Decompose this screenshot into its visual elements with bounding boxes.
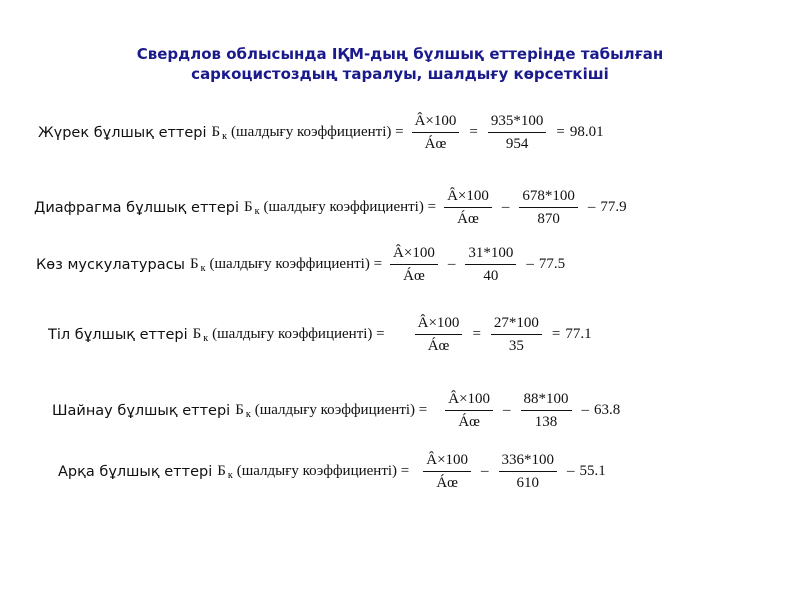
coefficient-text: (шалдығу коэффициенті) =: [254, 402, 428, 418]
fraction-values: [521, 390, 572, 431]
operator: =: [472, 326, 481, 342]
result-value: 98.01: [569, 124, 604, 140]
fraction-numerator: 935*100: [488, 112, 547, 133]
fraction-denominator: Áœ: [427, 338, 450, 354]
coefficient-text: (шалдығу коэффициенті) =: [212, 326, 385, 342]
b-subscript: к: [200, 263, 206, 274]
result-value: 55.1: [579, 463, 606, 479]
title-line-1: Свердлов облысында ІҚМ-дың бұлшық еттерінде табылған: [136, 45, 664, 63]
formula-row-tongue: [48, 314, 592, 355]
row-label: Диафрагма бұлшық еттері: [34, 199, 240, 216]
fraction-denominator: 610: [516, 475, 540, 491]
b-subscript: к: [222, 131, 228, 142]
fraction-values: [488, 112, 547, 153]
fraction-denominator: 35: [508, 338, 524, 354]
fraction-numerator: Â×100: [390, 244, 438, 265]
fraction-numerator: 31*100: [465, 244, 516, 265]
row-label: Арқа бұлшық еттері: [58, 463, 213, 480]
fraction-denominator: Áœ: [424, 136, 447, 152]
formula-row-masticatory: [52, 390, 620, 431]
fraction-formula: [445, 390, 493, 431]
b-subscript: к: [203, 333, 209, 344]
fraction-formula: [423, 451, 471, 492]
fraction-numerator: 27*100: [491, 314, 542, 335]
fraction-numerator: 678*100: [519, 187, 578, 208]
operator: –: [503, 402, 511, 418]
operator: =: [556, 124, 565, 140]
fraction-formula: [412, 112, 460, 153]
result-value: 63.8: [594, 402, 621, 418]
formula-row-heart: [38, 112, 604, 153]
b-subscript: к: [227, 470, 233, 481]
fraction-numerator: Â×100: [444, 187, 492, 208]
fraction-denominator: 954: [505, 136, 529, 152]
b-subscript: к: [254, 206, 260, 217]
b-letter: Б: [235, 402, 244, 418]
operator: –: [501, 199, 510, 215]
b-letter: Б: [211, 124, 221, 140]
fraction-values: [491, 314, 542, 355]
fraction-numerator: 336*100: [499, 451, 558, 472]
row-label: Тіл бұлшық еттері: [48, 326, 188, 343]
row-label: Көз мускулатурасы: [36, 256, 186, 273]
row-label: Шайнау бұлшық еттері: [52, 402, 231, 419]
operator: –: [587, 199, 596, 215]
fraction-numerator: Â×100: [445, 390, 493, 411]
b-letter: Б: [192, 326, 202, 342]
result-value: 77.1: [565, 326, 592, 342]
fraction-formula: [444, 187, 492, 228]
operator: –: [526, 256, 534, 272]
fraction-numerator: Â×100: [415, 314, 463, 335]
fraction-denominator: 870: [537, 211, 560, 227]
b-letter: Б: [190, 256, 199, 272]
formula-row-back: [58, 451, 606, 492]
title-line-2: саркоцистоздың таралуы, шалдығу көрсеткіші: [191, 65, 609, 83]
fraction-denominator: 138: [534, 414, 558, 430]
fraction-denominator: Áœ: [457, 211, 479, 227]
operator: =: [551, 326, 561, 342]
operator: –: [567, 463, 575, 479]
formula-row-diaphragm: [34, 187, 627, 228]
coefficient-text: (шалдығу коэффициенті) =: [209, 256, 383, 272]
fraction-denominator: 40: [483, 268, 499, 284]
fraction-values: [519, 187, 578, 228]
b-subscript: к: [245, 409, 251, 420]
fraction-values: [465, 244, 516, 285]
operator: =: [469, 124, 478, 140]
result-value: 77.9: [600, 199, 627, 215]
fraction-formula: [390, 244, 438, 285]
fraction-numerator: Â×100: [412, 112, 460, 133]
fraction-denominator: Áœ: [458, 414, 480, 430]
operator: –: [481, 463, 489, 479]
operator: –: [447, 256, 456, 272]
fraction-formula: [415, 314, 463, 355]
fraction-denominator: Áœ: [403, 268, 425, 284]
coefficient-text: (шалдығу коэффициенті) =: [231, 124, 404, 140]
fraction-values: [499, 451, 558, 492]
coefficient-text: (шалдығу коэффициенті) =: [236, 463, 410, 479]
coefficient-text: (шалдығу коэффициенті) =: [263, 199, 437, 215]
b-letter: Б: [244, 199, 253, 215]
b-letter: Б: [217, 463, 226, 479]
fraction-numerator: 88*100: [521, 390, 572, 411]
fraction-denominator: Áœ: [436, 475, 458, 491]
formula-row-eye-muscle: [36, 244, 565, 285]
row-label: Жүрек бұлшық еттері: [38, 124, 207, 141]
fraction-numerator: Â×100: [423, 451, 471, 472]
result-value: 77.5: [538, 256, 566, 272]
operator: –: [581, 402, 590, 418]
